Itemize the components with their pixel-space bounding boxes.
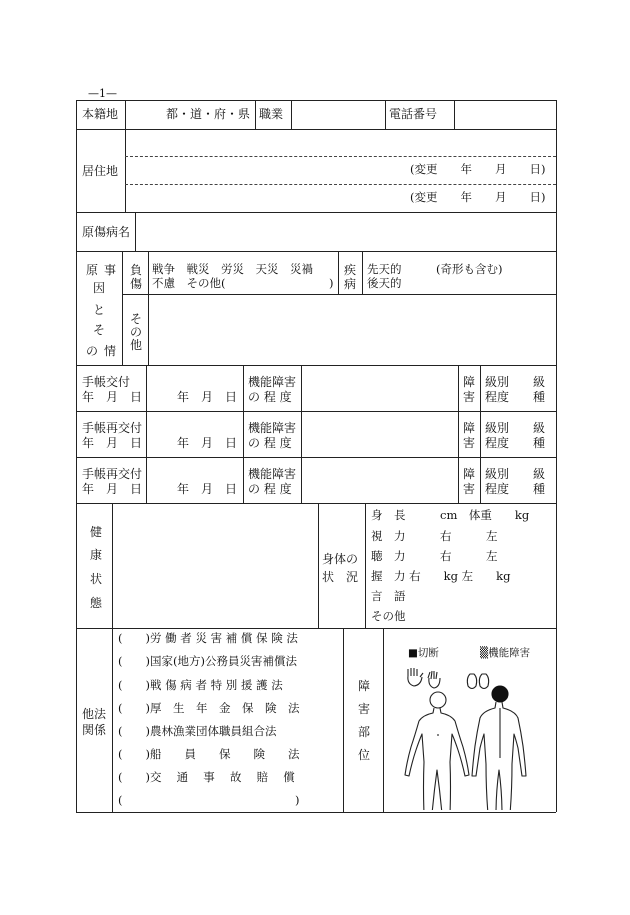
- vision[interactable]: 視 力 右 左: [371, 529, 498, 543]
- law-item[interactable]: ( )船 員 保 険 法: [118, 747, 300, 761]
- shippei-options-2[interactable]: 後天的: [367, 276, 402, 290]
- law-item[interactable]: ( )国家(地方)公務員災害補償法: [118, 654, 297, 668]
- shokugyo-label: 職業: [259, 107, 284, 121]
- legend-cut: ■切断: [408, 647, 439, 659]
- genshobyomei-label: 原傷病名: [82, 225, 131, 239]
- denwa-label: 電話番号: [389, 107, 438, 121]
- kenko-field[interactable]: [113, 504, 317, 627]
- shintai-label-1: 身体の: [322, 552, 359, 566]
- body-front-icon: [405, 692, 469, 810]
- taho-label-1: 他法: [82, 707, 107, 721]
- shippei-options-1[interactable]: 先天的 (奇形も含む): [367, 262, 503, 276]
- law-item[interactable]: ( )厚 生 年 金 保 険 法: [118, 701, 300, 715]
- page-number: —1—: [88, 87, 117, 100]
- shintai-label-2: 状 況: [322, 570, 359, 584]
- fusho-options-2[interactable]: 不慮 その他( ): [152, 276, 334, 290]
- law-item[interactable]: ( )労 働 者 災 害 補 償 保 険 法: [118, 631, 298, 645]
- genshobyomei-field[interactable]: [136, 213, 555, 250]
- law-item[interactable]: ( )戦 傷 病 者 特 別 援 護 法: [118, 678, 283, 692]
- hand-front-icon: [408, 668, 440, 688]
- denwa-field[interactable]: [455, 101, 555, 129]
- body-back-icon: [472, 686, 526, 810]
- law-item[interactable]: ( )交 通 事 故 賠 償: [118, 770, 295, 784]
- prefecture-suffix: 都・道・府・県: [166, 107, 251, 121]
- law-item[interactable]: ( ): [118, 793, 300, 807]
- sonota-field[interactable]: [149, 295, 555, 364]
- kyojuchi-field-3[interactable]: [126, 185, 406, 211]
- legend-function: ▒機能障害: [480, 647, 531, 659]
- kyojuchi-field-1[interactable]: [126, 130, 555, 156]
- feet-icon: [467, 674, 488, 689]
- kino-shogai-field-1[interactable]: [302, 366, 457, 410]
- kino-shogai-field-3[interactable]: [302, 458, 457, 502]
- other[interactable]: その他: [371, 609, 406, 623]
- speech[interactable]: 言 語: [371, 589, 406, 603]
- kino-shogai-field-2[interactable]: [302, 412, 457, 456]
- taho-label-2: 関係: [82, 723, 107, 737]
- honseki-label: 本籍地: [82, 107, 119, 121]
- kyojuchi-change-1: (変更 年 月 日): [410, 162, 546, 176]
- body-diagram[interactable]: [384, 662, 556, 810]
- fusho-options-1[interactable]: 戦争 戦災 労災 天災 災禍: [152, 262, 313, 276]
- height-weight[interactable]: 身 長 cm 体重 kg: [371, 508, 530, 522]
- grip[interactable]: 握 力 右 kg 左 kg: [371, 569, 511, 583]
- kyojuchi-change-2: (変更 年 月 日): [410, 190, 546, 204]
- kyojuchi-field-2[interactable]: [126, 157, 406, 183]
- law-item[interactable]: ( )農林漁業団体職員組合法: [118, 724, 277, 738]
- hearing[interactable]: 聴 力 右 左: [371, 549, 498, 563]
- shokugyo-field[interactable]: [292, 101, 384, 129]
- kyojuchi-label: 居住地: [82, 164, 119, 178]
